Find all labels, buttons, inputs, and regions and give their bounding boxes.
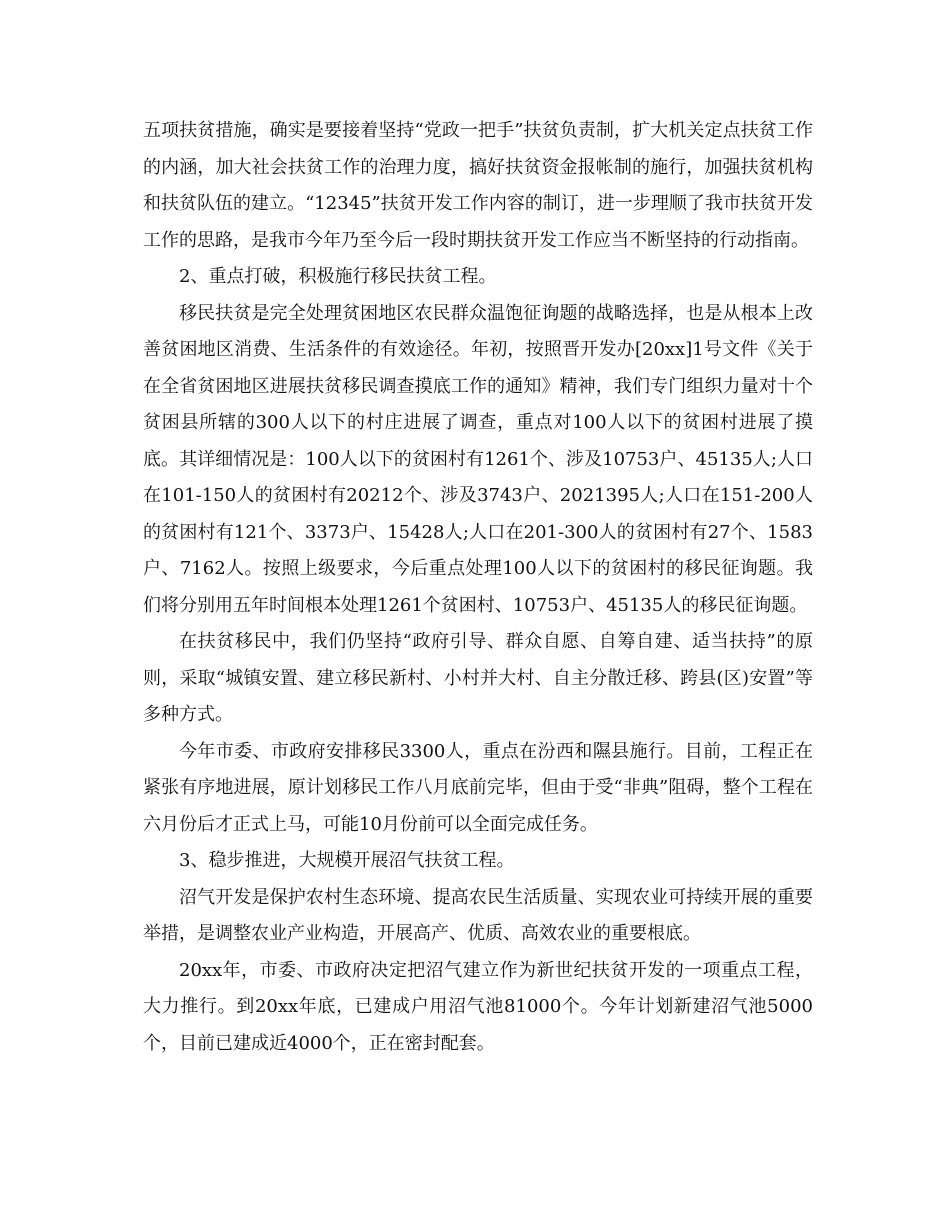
paragraph-1: 五项扶贫措施，确实是要接着坚持“党政一把手”扶贫负责制，扩大机关定点扶贫工作的内涵，加大社会扶贫工作的治理力度，搞好扶贫资金报帐制的施行，加强扶贫机构和扶贫队伍的建立。“12345”扶贫开发工作内容的制订，进一步理顺了我市扶贫开发工作的思路，是我市今年乃至今后一段时期扶贫开发工作应当不断坚持的行动指南。 bbox=[143, 120, 813, 251]
paragraph-3: 移民扶贫是完全处理贫困地区农民群众温饱征询题的战略选择，也是从根本上改善贫困地区消费、生活条件的有效途径。年初，按照晋开发办[20xx]1号文件《关于在全省贫困地区进展扶贫移民调查摸底工作的通知》精神，我们专门组织力量对十个贫困县所辖的300人以下的村庄进展了调查，重点对100人以下的贫困村进展了摸底。其详细情况是：100人以下的贫困村有1261个、涉及10753户、45135人;人口在101-150人的贫困村有20212个、涉及3743户、2021395人;人口在151-200人的贫困村有121个、3373户、15428人;人口在201-300人的贫困村有27个、1583户、7162人。按照上级要求，今后重点处理100人以下的贫困村的移民征询题。我们将分别用五年时间根本处理1261个贫困村、10753户、45135人的移民征询题。 bbox=[143, 302, 813, 616]
paragraph-4: 在扶贫移民中，我们仍坚持“政府引导、群众自愿、自筹自建、适当扶持”的原则，采取“城镇安置、建立移民新村、小村并大村、自主分散迁移、跨县(区)安置”等多种方式。 bbox=[143, 631, 813, 725]
paragraph-2-heading: 2、重点打破，积极施行移民扶贫工程。 bbox=[179, 266, 497, 287]
paragraph-7: 沼气开发是保护农村生态环境、提高农民生活质量、实现农业可持续开展的重要举措，是调整农业产业构造，开展高产、优质、高效农业的重要根底。 bbox=[143, 886, 813, 944]
paragraph-5: 今年市委、市政府安排移民3300人，重点在汾西和隰县施行。目前，工程正在紧张有序地进展，原计划移民工作八月底前完毕，但由于受“非典”阻碍，整个工程在六月份后才正式上马，可能10月份前可以全面完成任务。 bbox=[143, 740, 813, 835]
paragraph-8: 20xx年，市委、市政府决定把沼气建立作为新世纪扶贫开发的一项重点工程，大力推行。到20xx年底，已建成户用沼气池81000个。今年计划新建沼气池5000个，目前已建成近4000个，正在密封配套。 bbox=[143, 959, 813, 1054]
paragraph-6-heading: 3、稳步推进，大规模开展沼气扶贫工程。 bbox=[179, 850, 515, 871]
document-page bbox=[143, 113, 813, 1062]
